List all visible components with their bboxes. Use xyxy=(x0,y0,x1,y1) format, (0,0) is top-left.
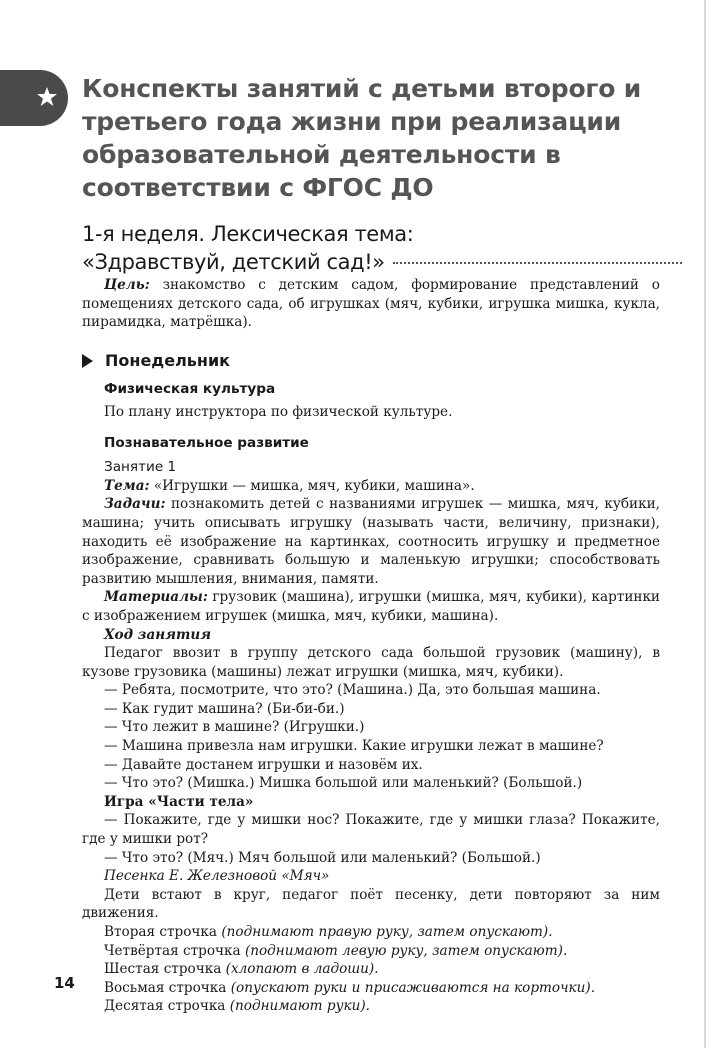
song-title: Песенка Е. Железновой «Мяч» xyxy=(104,868,330,885)
song-line-action: (хлопают в ладоши). xyxy=(225,961,379,978)
day-heading xyxy=(82,352,660,371)
tasks-text: познакомить детей с названиями игрушек — мишка, мяч, кубики, машина; учить описывать игрушку (называть части, величину, признаки), находить её изображение на картинках, соотносить игрушку и предметное изображение, сравнивать большую и маленькую игрушки; способствовать развитию мышления, внимания, памяти. xyxy=(82,496,660,587)
cognitive-heading: Познавательное развитие xyxy=(104,434,309,451)
physical-heading: Физическая культура xyxy=(104,381,276,398)
dialog-line: — Давайте достанем игрушки и назовём их. xyxy=(104,756,423,773)
goal-text: знакомство с детским садом, формирование представлений о помещениях детского сада, об игрушках (мяч, кубики, игрушка мишка, кукла, пирамидка, матрёшка). xyxy=(82,277,660,331)
theme-label: Тема: xyxy=(104,477,150,494)
page-number: 14 xyxy=(54,974,75,992)
lesson-label: Занятие 1 xyxy=(104,459,177,476)
song-line xyxy=(82,979,660,998)
course-heading: Ход занятия xyxy=(104,626,212,643)
page-body xyxy=(82,276,660,1016)
dialog-line: — Ребята, посмотрите, что это? (Машина.) Да, это большая машина. xyxy=(104,682,601,699)
physical-text: По плану инструктора по физической культуре. xyxy=(104,403,453,420)
week-heading xyxy=(82,220,682,276)
tasks-label: Задачи: xyxy=(104,496,166,513)
materials-text: грузовик (машина), игрушки (мишка, мяч, кубики), картинки с изображением игрушек (мишка, мяч, кубики, машина). xyxy=(82,589,660,624)
materials-label: Материалы: xyxy=(104,589,208,606)
song-line-name: Восьмая строчка xyxy=(104,979,227,996)
star-icon xyxy=(36,86,58,108)
dialog-line: — Что это? (Мишка.) Мишка большой или маленький? (Большой.) xyxy=(104,775,583,792)
song-line-name: Шестая строчка xyxy=(104,961,222,978)
game-heading: Игра «Части тела» xyxy=(104,793,254,810)
triangle-bullet-icon xyxy=(82,354,93,368)
song-line xyxy=(82,923,660,942)
dotted-leader xyxy=(393,262,682,264)
song-line-name: Вторая строчка xyxy=(104,924,218,940)
theme-paragraph xyxy=(82,477,660,496)
song-line-action: (опускают руки и присаживаются на корточки). xyxy=(230,979,596,996)
day-label: Понедельник xyxy=(105,350,231,370)
dialog-line: — Как гудит машина? (Би-би-би.) xyxy=(104,700,345,717)
song-line xyxy=(82,942,660,961)
chapter-title: Конспекты занятий с детьми второго и третьего года жизни при реализации образовательной деятельности в соответствии с ФГОС ДО xyxy=(82,74,642,202)
song-line-name: Десятая строчка xyxy=(104,998,226,1015)
song-line-action: (поднимают левую руку, затем опускают). xyxy=(244,942,568,959)
song-intro: Дети встают в круг, педагог поёт песенку, дети повторяют за ним движения. xyxy=(82,886,660,922)
materials-paragraph xyxy=(82,588,660,625)
dialog-line: — Что это? (Мяч.) Мяч большой или маленький? (Большой.) xyxy=(104,849,541,866)
song-line-action: (поднимают руки). xyxy=(229,998,370,1015)
goal-paragraph xyxy=(82,276,660,332)
week-heading-line2: «Здравствуй, детский сад!» xyxy=(82,250,385,274)
theme-text: «Игрушки — мишка, мяч, кубики, машина». xyxy=(153,477,475,494)
dialog-line: — Что лежит в машине? (Игрушки.) xyxy=(104,719,365,736)
week-heading-line1: 1-я неделя. Лексическая тема: xyxy=(82,222,414,246)
tasks-paragraph xyxy=(82,495,660,588)
dialog-line: — Покажите, где у мишки нос? Покажите, где у мишки глаза? Покажите, где у мишки рот? xyxy=(82,812,660,848)
goal-label: Цель: xyxy=(104,277,150,293)
song-line xyxy=(82,960,660,979)
dialog-line: — Машина привезла нам игрушки. Какие игрушки лежат в машине? xyxy=(104,738,604,755)
song-line xyxy=(82,997,660,1016)
page-edge xyxy=(704,0,706,1048)
song-line-name: Четвёртая строчка xyxy=(104,942,241,959)
chapter-tab xyxy=(0,70,68,126)
intro-paragraph: Педагог ввозит в группу детского сада большой грузовик (машину), в кузове грузовика (машины) лежат игрушки (мишка, мяч, кубики). xyxy=(82,645,660,680)
song-line-action: (поднимают правую руку, затем опускают). xyxy=(221,924,553,940)
